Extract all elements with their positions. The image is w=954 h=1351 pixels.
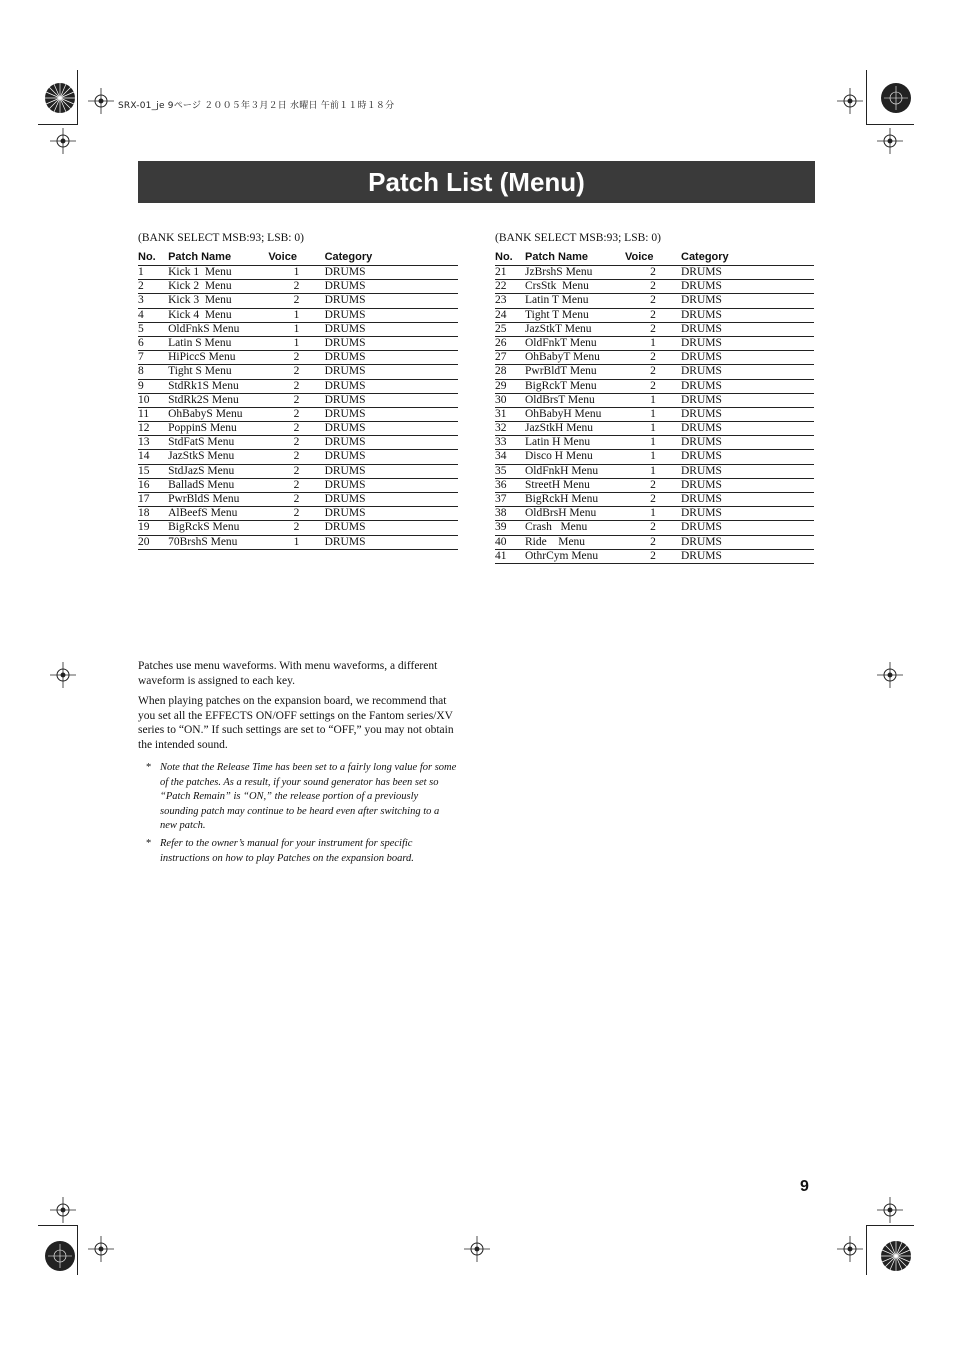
cell-category: DRUMS <box>681 549 814 563</box>
cell-voice: 2 <box>625 521 681 535</box>
cell-no: 9 <box>138 379 168 393</box>
table-row <box>495 308 814 322</box>
table-row <box>138 407 458 421</box>
cell-no: 16 <box>138 478 168 492</box>
cell-patch-name: Kick 1 Menu <box>168 266 268 280</box>
table-row <box>138 521 458 535</box>
cell-category: DRUMS <box>325 521 458 535</box>
cell-patch-name: StdFatS Menu <box>168 436 268 450</box>
cell-voice: 1 <box>268 535 324 549</box>
cell-category: DRUMS <box>325 535 458 549</box>
table-header-row <box>495 248 814 266</box>
cell-patch-name: JazStkH Menu <box>525 422 625 436</box>
column-header-category: Category <box>325 248 458 266</box>
cell-category: DRUMS <box>681 478 814 492</box>
cell-patch-name: OldFnkH Menu <box>525 464 625 478</box>
cell-no: 12 <box>138 422 168 436</box>
table-row <box>495 549 814 563</box>
cell-patch-name: Kick 3 Menu <box>168 294 268 308</box>
cell-patch-name: 70BrshS Menu <box>168 535 268 549</box>
crosshair-mark <box>837 1236 863 1262</box>
note-marker: * <box>146 762 152 773</box>
table-row <box>495 464 814 478</box>
cell-no: 32 <box>495 422 525 436</box>
table-row <box>138 393 458 407</box>
table-row <box>495 422 814 436</box>
cell-patch-name: OldBrsH Menu <box>525 507 625 521</box>
cell-voice: 1 <box>625 436 681 450</box>
cell-voice: 1 <box>625 393 681 407</box>
table-body <box>138 266 458 550</box>
cell-no: 13 <box>138 436 168 450</box>
cell-voice: 2 <box>268 507 324 521</box>
cell-category: DRUMS <box>681 464 814 478</box>
cell-voice: 1 <box>268 322 324 336</box>
crosshair-mark <box>877 128 903 154</box>
cell-voice: 2 <box>625 308 681 322</box>
cell-category: DRUMS <box>325 365 458 379</box>
cell-category: DRUMS <box>681 336 814 350</box>
cell-patch-name: BigRckS Menu <box>168 521 268 535</box>
cell-voice: 1 <box>625 464 681 478</box>
cell-voice: 2 <box>625 322 681 336</box>
crosshair-mark <box>464 1236 490 1262</box>
registration-mark-bottom-left <box>40 1236 80 1276</box>
cell-voice: 1 <box>268 336 324 350</box>
cell-category: DRUMS <box>681 266 814 280</box>
table-row <box>138 464 458 478</box>
cell-voice: 2 <box>268 365 324 379</box>
cell-patch-name: Crash Menu <box>525 521 625 535</box>
cell-no: 31 <box>495 407 525 421</box>
column-header-patch-name: Patch Name <box>525 248 625 266</box>
note-marker: * <box>146 838 152 849</box>
registration-mark-top-left <box>40 78 80 118</box>
bank-select-label-right: (BANK SELECT MSB:93; LSB: 0) <box>495 232 661 244</box>
cell-patch-name: Latin S Menu <box>168 336 268 350</box>
cell-patch-name: JzBrshS Menu <box>525 266 625 280</box>
cell-no: 33 <box>495 436 525 450</box>
table-row <box>138 478 458 492</box>
table-row <box>138 535 458 549</box>
cell-voice: 2 <box>625 294 681 308</box>
cell-patch-name: JazStkT Menu <box>525 322 625 336</box>
table-row <box>138 308 458 322</box>
crosshair-mark <box>88 88 114 114</box>
cell-patch-name: Kick 4 Menu <box>168 308 268 322</box>
cell-patch-name: Disco H Menu <box>525 450 625 464</box>
cell-category: DRUMS <box>681 322 814 336</box>
cell-patch-name: BigRckH Menu <box>525 493 625 507</box>
registration-mark-bottom-right <box>876 1236 916 1276</box>
cell-patch-name: AlBeefS Menu <box>168 507 268 521</box>
cell-no: 39 <box>495 521 525 535</box>
table-row <box>495 535 814 549</box>
cell-voice: 2 <box>268 478 324 492</box>
cell-category: DRUMS <box>325 436 458 450</box>
cell-category: DRUMS <box>681 521 814 535</box>
cell-category: DRUMS <box>325 478 458 492</box>
bank-select-label-left: (BANK SELECT MSB:93; LSB: 0) <box>138 232 304 244</box>
cell-category: DRUMS <box>325 280 458 294</box>
cell-patch-name: StreetH Menu <box>525 478 625 492</box>
cell-category: DRUMS <box>325 422 458 436</box>
cell-no: 37 <box>495 493 525 507</box>
cell-voice: 2 <box>625 535 681 549</box>
crop-line <box>866 124 914 125</box>
cell-no: 30 <box>495 393 525 407</box>
cell-no: 28 <box>495 365 525 379</box>
cell-category: DRUMS <box>681 422 814 436</box>
cell-no: 7 <box>138 351 168 365</box>
cell-voice: 2 <box>268 407 324 421</box>
cell-no: 6 <box>138 336 168 350</box>
cell-patch-name: BigRckT Menu <box>525 379 625 393</box>
note <box>138 837 458 866</box>
cell-patch-name: PwrBldS Menu <box>168 493 268 507</box>
cell-voice: 2 <box>268 493 324 507</box>
table-row <box>138 294 458 308</box>
cell-patch-name: PoppinS Menu <box>168 422 268 436</box>
table-row <box>138 322 458 336</box>
cell-category: DRUMS <box>325 464 458 478</box>
cell-voice: 2 <box>625 478 681 492</box>
table-row <box>495 336 814 350</box>
cell-patch-name: OhBabyH Menu <box>525 407 625 421</box>
cell-voice: 2 <box>268 521 324 535</box>
table-row <box>495 507 814 521</box>
cell-no: 34 <box>495 450 525 464</box>
cell-patch-name: PwrBldT Menu <box>525 365 625 379</box>
cell-category: DRUMS <box>681 436 814 450</box>
cell-patch-name: StdRk1S Menu <box>168 379 268 393</box>
table-row <box>495 493 814 507</box>
crosshair-mark <box>50 1197 76 1223</box>
cell-no: 14 <box>138 450 168 464</box>
table-row <box>495 450 814 464</box>
cell-no: 25 <box>495 322 525 336</box>
cell-patch-name: OthrCym Menu <box>525 549 625 563</box>
cell-voice: 2 <box>625 351 681 365</box>
table-row <box>495 351 814 365</box>
cell-category: DRUMS <box>681 450 814 464</box>
cell-category: DRUMS <box>325 336 458 350</box>
cell-category: DRUMS <box>325 407 458 421</box>
page-title-bar <box>138 161 815 203</box>
cell-voice: 1 <box>625 450 681 464</box>
cell-patch-name: Tight T Menu <box>525 308 625 322</box>
cell-voice: 2 <box>625 549 681 563</box>
cell-voice: 2 <box>268 436 324 450</box>
cell-category: DRUMS <box>681 379 814 393</box>
cell-voice: 2 <box>625 493 681 507</box>
table-row <box>138 493 458 507</box>
column-header-voice: Voice <box>625 248 681 266</box>
cell-voice: 2 <box>268 280 324 294</box>
table-row <box>495 436 814 450</box>
registration-mark-top-right <box>876 78 916 118</box>
cell-category: DRUMS <box>325 379 458 393</box>
table-row <box>138 450 458 464</box>
cell-no: 1 <box>138 266 168 280</box>
cell-voice: 2 <box>268 422 324 436</box>
cell-voice: 2 <box>268 294 324 308</box>
cell-category: DRUMS <box>325 450 458 464</box>
table-row <box>495 407 814 421</box>
cell-no: 22 <box>495 280 525 294</box>
cell-no: 10 <box>138 393 168 407</box>
table-row <box>495 280 814 294</box>
cell-no: 23 <box>495 294 525 308</box>
column-header-patch-name: Patch Name <box>168 248 268 266</box>
cell-no: 40 <box>495 535 525 549</box>
column-header-voice: Voice <box>268 248 324 266</box>
cell-no: 29 <box>495 379 525 393</box>
cell-no: 4 <box>138 308 168 322</box>
cell-no: 36 <box>495 478 525 492</box>
cell-voice: 2 <box>625 379 681 393</box>
crosshair-mark <box>837 88 863 114</box>
table-row <box>495 365 814 379</box>
cell-category: DRUMS <box>681 351 814 365</box>
cell-category: DRUMS <box>681 507 814 521</box>
crosshair-mark <box>50 662 76 688</box>
table-row <box>138 336 458 350</box>
cell-no: 11 <box>138 407 168 421</box>
cell-patch-name: OhBabyS Menu <box>168 407 268 421</box>
table-row <box>495 521 814 535</box>
cell-category: DRUMS <box>325 507 458 521</box>
cell-category: DRUMS <box>681 308 814 322</box>
cell-no: 24 <box>495 308 525 322</box>
crop-line <box>866 1225 867 1275</box>
note <box>138 761 458 834</box>
table-row <box>495 393 814 407</box>
cell-no: 26 <box>495 336 525 350</box>
paragraph: When playing patches on the expansion board, we recommend that you set all the EFFECTS ON/OFF settings on the Fantom series/XV series to “ON.” If such settings are set to “OFF,” you may not obtain the intended sound. <box>138 695 454 751</box>
cell-patch-name: OhBabyT Menu <box>525 351 625 365</box>
cell-no: 19 <box>138 521 168 535</box>
cell-voice: 2 <box>268 351 324 365</box>
cell-voice: 1 <box>625 336 681 350</box>
crop-line <box>866 70 867 125</box>
cell-patch-name: HiPiccS Menu <box>168 351 268 365</box>
cell-no: 20 <box>138 535 168 549</box>
table-row <box>138 280 458 294</box>
column-header-no: No. <box>138 248 168 266</box>
crosshair-mark <box>50 128 76 154</box>
cell-category: DRUMS <box>681 365 814 379</box>
cell-patch-name: Latin H Menu <box>525 436 625 450</box>
cell-voice: 2 <box>268 393 324 407</box>
cell-patch-name: Tight S Menu <box>168 365 268 379</box>
cell-patch-name: Ride Menu <box>525 535 625 549</box>
cell-voice: 2 <box>268 464 324 478</box>
crosshair-mark <box>88 1236 114 1262</box>
table-row <box>138 365 458 379</box>
column-header-no: No. <box>495 248 525 266</box>
cell-category: DRUMS <box>325 351 458 365</box>
table-body <box>495 266 814 564</box>
cell-voice: 1 <box>268 266 324 280</box>
cell-voice: 2 <box>268 379 324 393</box>
cell-patch-name: CrsStk Menu <box>525 280 625 294</box>
cell-no: 3 <box>138 294 168 308</box>
table-header-row <box>138 248 458 266</box>
print-header: SRX-01_je 9ページ ２００５年３月２日 水曜日 午前１１時１８分 <box>118 101 395 111</box>
table-row <box>495 266 814 280</box>
crop-line <box>38 124 78 125</box>
cell-category: DRUMS <box>325 308 458 322</box>
cell-category: DRUMS <box>681 493 814 507</box>
crosshair-mark <box>877 662 903 688</box>
table-row <box>138 507 458 521</box>
cell-category: DRUMS <box>681 535 814 549</box>
page-title: Patch List (Menu) <box>368 166 585 197</box>
cell-no: 38 <box>495 507 525 521</box>
cell-no: 2 <box>138 280 168 294</box>
cell-no: 41 <box>495 549 525 563</box>
cell-voice: 1 <box>625 422 681 436</box>
cell-no: 5 <box>138 322 168 336</box>
cell-voice: 2 <box>625 266 681 280</box>
cell-patch-name: JazStkS Menu <box>168 450 268 464</box>
cell-category: DRUMS <box>681 393 814 407</box>
cell-category: DRUMS <box>681 280 814 294</box>
cell-patch-name: BalladS Menu <box>168 478 268 492</box>
cell-voice: 1 <box>268 308 324 322</box>
crop-line <box>77 1225 78 1275</box>
cell-category: DRUMS <box>325 493 458 507</box>
cell-category: DRUMS <box>681 294 814 308</box>
cell-no: 15 <box>138 464 168 478</box>
cell-no: 27 <box>495 351 525 365</box>
cell-voice: 2 <box>625 365 681 379</box>
cell-no: 17 <box>138 493 168 507</box>
crop-line <box>38 1225 78 1226</box>
cell-category: DRUMS <box>325 322 458 336</box>
cell-voice: 2 <box>268 450 324 464</box>
cell-patch-name: StdRk2S Menu <box>168 393 268 407</box>
cell-patch-name: Latin T Menu <box>525 294 625 308</box>
table-row <box>495 478 814 492</box>
table-row <box>495 294 814 308</box>
column-header-category: Category <box>681 248 814 266</box>
page-number: 9 <box>800 1178 809 1195</box>
table-row <box>495 322 814 336</box>
cell-no: 21 <box>495 266 525 280</box>
cell-patch-name: Kick 2 Menu <box>168 280 268 294</box>
cell-patch-name: OldFnkT Menu <box>525 336 625 350</box>
cell-no: 8 <box>138 365 168 379</box>
cell-voice: 1 <box>625 507 681 521</box>
table-row <box>138 422 458 436</box>
note-text: Refer to the owner’s manual for your instrument for specific instructions on how to play Patches on the expansion board. <box>160 838 414 864</box>
table-row <box>138 266 458 280</box>
table-row <box>138 351 458 365</box>
cell-no: 18 <box>138 507 168 521</box>
cell-no: 35 <box>495 464 525 478</box>
note-text: Note that the Release Time has been set to a fairly long value for some of the patches. As a result, if your sound generator has been set so “Patch Remain” is “ON,” the release portion of a previously sounding patch may continue to be heard even after switching to a new patch. <box>160 762 457 831</box>
paragraph: Patches use menu waveforms. With menu waveforms, a different waveform is assigned to each key. <box>138 660 438 687</box>
crop-line <box>77 70 78 125</box>
cell-category: DRUMS <box>681 407 814 421</box>
cell-patch-name: OldFnkS Menu <box>168 322 268 336</box>
cell-voice: 2 <box>625 280 681 294</box>
cell-patch-name: OldBrsT Menu <box>525 393 625 407</box>
patch-table-right <box>495 248 814 564</box>
table-row <box>495 379 814 393</box>
crosshair-mark <box>877 1197 903 1223</box>
cell-category: DRUMS <box>325 294 458 308</box>
patch-table-left <box>138 248 458 550</box>
table-row <box>138 436 458 450</box>
cell-patch-name: StdJazS Menu <box>168 464 268 478</box>
cell-category: DRUMS <box>325 266 458 280</box>
cell-category: DRUMS <box>325 393 458 407</box>
cell-voice: 1 <box>625 407 681 421</box>
table-row <box>138 379 458 393</box>
body-text <box>138 659 458 758</box>
crop-line <box>866 1225 914 1226</box>
